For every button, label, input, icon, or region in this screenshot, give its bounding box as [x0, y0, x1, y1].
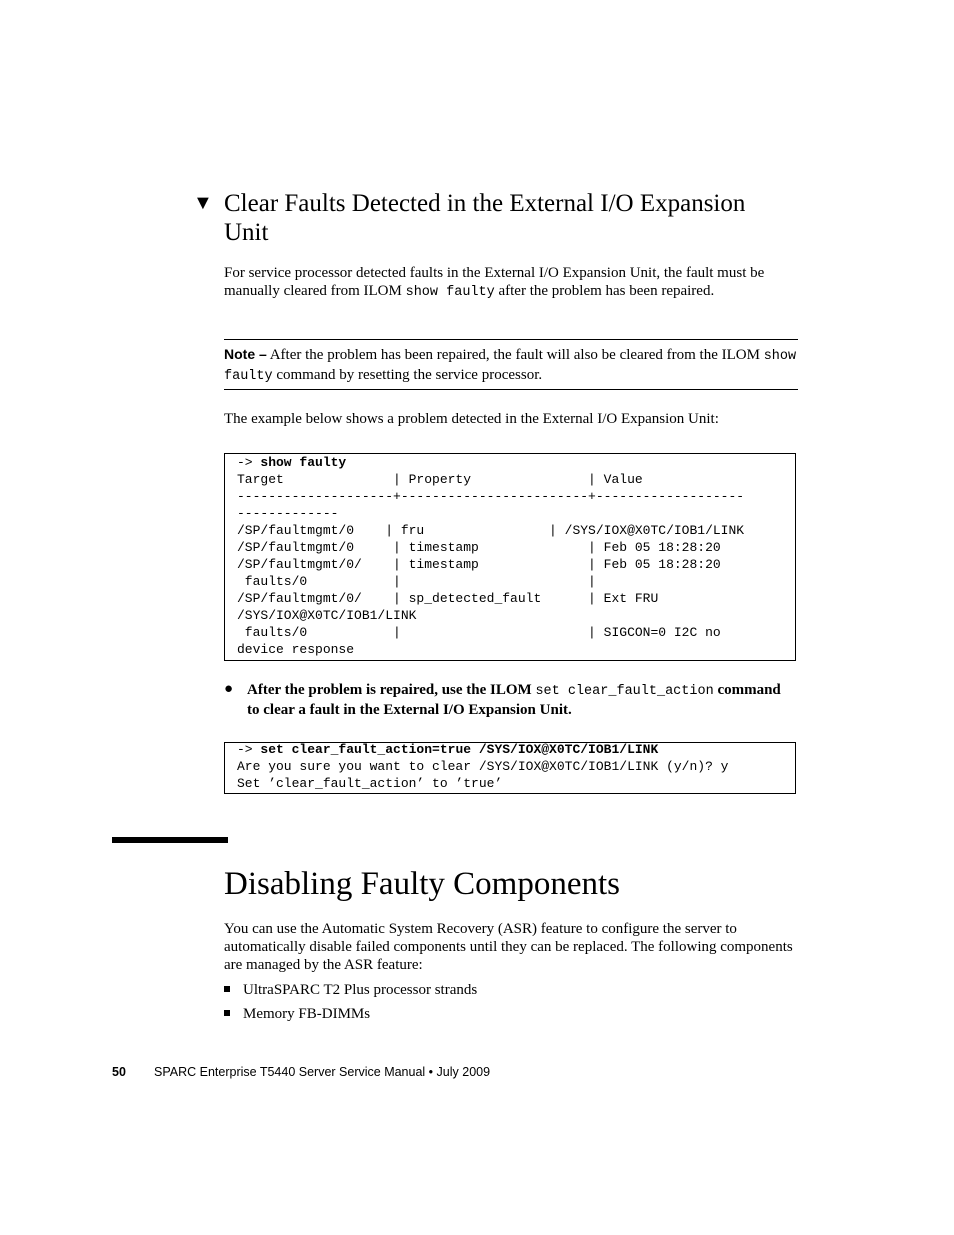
code-line: ------------- — [237, 506, 339, 521]
inline-code: show faulty — [405, 285, 495, 300]
code-command-line: -> set clear_fault_action=true /SYS/IOX@X0TC/IOB1/LINK — [237, 742, 659, 757]
code-line: --------------------+------------------------+------------------- — [237, 489, 745, 504]
inline-code: show faulty — [224, 349, 797, 384]
code-line: /SP/faultmgmt/0 | timestamp | Feb 05 18:28:20 — [237, 540, 721, 555]
square-bullet-icon — [224, 1010, 230, 1016]
section-rule — [112, 837, 228, 843]
step-text: After the problem is repaired, use the ILOM set clear_fault_action command to clear a fault in the External I/O Expansion Unit. — [247, 682, 781, 718]
page-footer — [112, 1064, 490, 1080]
footer-date: July 2009 — [436, 1065, 491, 1079]
code-line: Set ’clear_fault_action’ to ’true’ — [237, 776, 503, 791]
code-line: device response — [237, 642, 355, 657]
page-number: 50 — [112, 1065, 126, 1079]
note-block — [224, 339, 798, 390]
section-body: You can use the Automatic System Recovery (ASR) feature to configure the server to automatically disable failed components until they can be replaced. The following components are managed by the ASR feature: — [224, 921, 793, 973]
intro-paragraph: For service processor detected faults in the External I/O Expansion Unit, the fault must be manually cleared from ILOM show faulty after the problem has been repaired. — [224, 265, 765, 300]
code-line: /SP/faultmgmt/0/ | sp_detected_fault | Ext FRU — [237, 591, 659, 606]
code-example-show-faulty — [224, 453, 796, 661]
footer-title: SPARC Enterprise T5440 Server Service Manual — [154, 1065, 426, 1079]
code-line: Are you sure you want to clear /SYS/IOX@X0TC/IOB1/LINK (y/n)? y — [237, 759, 729, 774]
note-text: Note – After the problem has been repaired, the fault will also be cleared from the ILOM show faulty command by resetting the service processor. — [224, 346, 797, 384]
triangle-down-icon: ▼ — [193, 192, 213, 214]
code-line: faults/0 | | SIGCON=0 I2C no — [237, 625, 721, 640]
procedure-heading-text: Clear Faults Detected in the External I/O Expansion Unit — [224, 190, 746, 246]
code-line: Target | Property | Value — [237, 472, 643, 487]
code-command-line: -> show faulty — [237, 455, 347, 470]
square-bullet-icon — [224, 986, 230, 992]
procedure-heading — [193, 189, 833, 247]
code-line: /SP/faultmgmt/0 | fru | /SYS/IOX@X0TC/IOB1/LINK — [237, 523, 745, 538]
footer-separator: • — [428, 1065, 434, 1079]
inline-code: set clear_fault_action — [535, 684, 714, 699]
section-title: Disabling Faulty Components — [224, 866, 620, 902]
note-label: Note – — [224, 346, 267, 362]
code-line: /SP/faultmgmt/0/ | timestamp | Feb 05 18:28:20 — [237, 557, 721, 572]
code-line: faults/0 | | — [237, 574, 596, 589]
code-line: /SYS/IOX@X0TC/IOB1/LINK — [237, 608, 417, 623]
bullet-icon: ● — [224, 681, 234, 697]
code-example-clear-fault — [224, 742, 796, 794]
example-intro: The example below shows a problem detected in the External I/O Expansion Unit: — [224, 411, 719, 427]
